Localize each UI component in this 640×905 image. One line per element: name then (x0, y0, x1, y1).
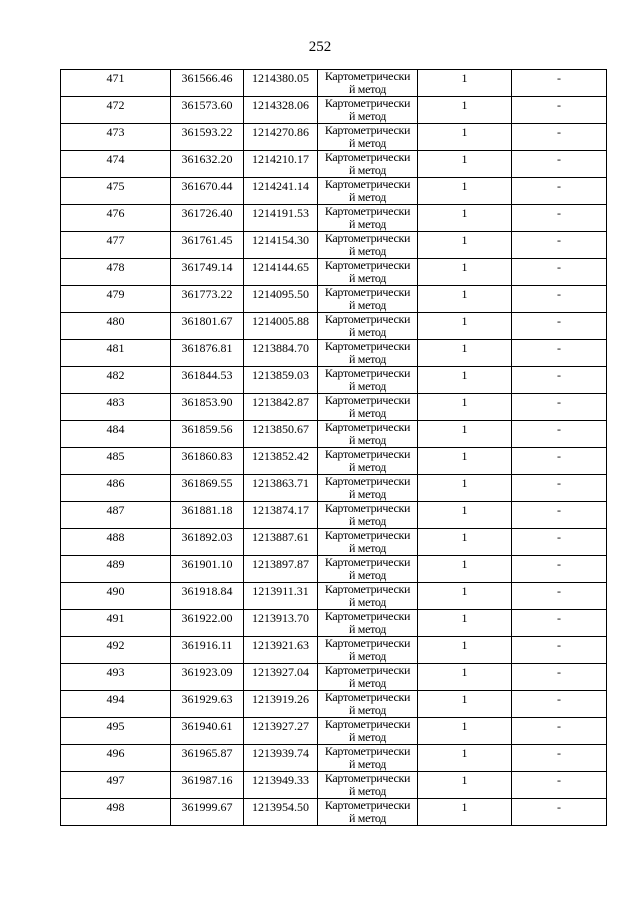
table-row (61, 502, 607, 529)
coordinate-y-cell: 1213863.71 (244, 475, 318, 502)
description-cell: - (512, 313, 607, 340)
table-row (61, 232, 607, 259)
method-text-line2: й метод (348, 568, 387, 582)
coordinate-y-cell: 1214154.30 (244, 232, 318, 259)
method-text-line1: Картометрически (324, 96, 411, 110)
method-cell (318, 421, 418, 448)
point-number-cell: 480 (61, 313, 171, 340)
description-cell: - (512, 124, 607, 151)
accuracy-cell: 1 (418, 610, 512, 637)
method-text-line2: й метод (348, 352, 387, 366)
coordinate-y-cell: 1214191.53 (244, 205, 318, 232)
method-text-line1: Картометрически (324, 339, 411, 353)
coordinate-y-cell: 1213874.17 (244, 502, 318, 529)
method-cell (318, 70, 418, 97)
method-text-line1: Картометрически (324, 312, 411, 326)
description-cell: - (512, 799, 607, 826)
accuracy-cell: 1 (418, 475, 512, 502)
point-number-cell: 494 (61, 691, 171, 718)
method-cell (318, 502, 418, 529)
point-number-cell: 496 (61, 745, 171, 772)
coordinate-y-cell: 1213911.31 (244, 583, 318, 610)
method-text-line2: й метод (348, 730, 387, 744)
coordinate-y-cell: 1214144.65 (244, 259, 318, 286)
method-cell (318, 367, 418, 394)
table-row (61, 151, 607, 178)
accuracy-cell: 1 (418, 313, 512, 340)
table-row (61, 718, 607, 745)
accuracy-cell: 1 (418, 394, 512, 421)
description-cell: - (512, 286, 607, 313)
method-text-line1: Картометрически (324, 528, 411, 542)
method-text-line2: й метод (348, 460, 387, 474)
method-text-line2: й метод (348, 190, 387, 204)
method-text-line1: Картометрически (324, 393, 411, 407)
accuracy-cell: 1 (418, 367, 512, 394)
point-number-cell: 488 (61, 529, 171, 556)
table-row (61, 70, 607, 97)
method-text-line1: Картометрически (324, 798, 411, 812)
coordinate-x-cell: 361801.67 (171, 313, 244, 340)
coordinate-y-cell: 1213842.87 (244, 394, 318, 421)
method-text-line1: Картометрически (324, 69, 411, 83)
coordinate-x-cell: 361965.87 (171, 745, 244, 772)
coordinate-y-cell: 1213939.74 (244, 745, 318, 772)
coordinate-x-cell: 361999.67 (171, 799, 244, 826)
point-number-cell: 481 (61, 340, 171, 367)
description-cell: - (512, 664, 607, 691)
method-text-line1: Картометрически (324, 744, 411, 758)
description-cell: - (512, 259, 607, 286)
coordinates-table (60, 69, 607, 826)
point-number-cell: 495 (61, 718, 171, 745)
coordinate-y-cell: 1213913.70 (244, 610, 318, 637)
method-text-line2: й метод (348, 676, 387, 690)
coordinate-x-cell: 361844.53 (171, 367, 244, 394)
method-text-line2: й метод (348, 433, 387, 447)
coordinates-table-body (61, 70, 607, 826)
point-number-cell: 476 (61, 205, 171, 232)
method-text-line2: й метод (348, 109, 387, 123)
table-row (61, 367, 607, 394)
method-cell (318, 124, 418, 151)
method-text-line2: й метод (348, 514, 387, 528)
accuracy-cell: 1 (418, 97, 512, 124)
table-row (61, 394, 607, 421)
method-cell (318, 313, 418, 340)
description-cell: - (512, 772, 607, 799)
description-cell: - (512, 178, 607, 205)
table-row (61, 745, 607, 772)
coordinate-y-cell: 1214270.86 (244, 124, 318, 151)
coordinate-y-cell: 1213949.33 (244, 772, 318, 799)
coordinate-x-cell: 361892.03 (171, 529, 244, 556)
description-cell: - (512, 340, 607, 367)
point-number-cell: 493 (61, 664, 171, 691)
table-row (61, 124, 607, 151)
accuracy-cell: 1 (418, 772, 512, 799)
coordinate-x-cell: 361940.61 (171, 718, 244, 745)
accuracy-cell: 1 (418, 799, 512, 826)
page-number: 252 (308, 39, 332, 55)
coordinate-x-cell: 361761.45 (171, 232, 244, 259)
coordinate-y-cell: 1213897.87 (244, 556, 318, 583)
table-row (61, 556, 607, 583)
point-number-cell: 474 (61, 151, 171, 178)
coordinate-y-cell: 1213927.04 (244, 664, 318, 691)
method-text-line1: Картометрически (324, 177, 411, 191)
description-cell: - (512, 502, 607, 529)
point-number-cell: 497 (61, 772, 171, 799)
method-text-line2: й метод (348, 298, 387, 312)
accuracy-cell: 1 (418, 583, 512, 610)
method-text-line1: Картометрически (324, 366, 411, 380)
method-text-line2: й метод (348, 163, 387, 177)
accuracy-cell: 1 (418, 70, 512, 97)
accuracy-cell: 1 (418, 718, 512, 745)
method-cell (318, 448, 418, 475)
method-cell (318, 691, 418, 718)
description-cell: - (512, 97, 607, 124)
method-cell (318, 340, 418, 367)
coordinate-x-cell: 361726.40 (171, 205, 244, 232)
method-cell (318, 583, 418, 610)
method-text-line2: й метод (348, 784, 387, 798)
method-text-line2: й метод (348, 406, 387, 420)
accuracy-cell: 1 (418, 259, 512, 286)
description-cell: - (512, 421, 607, 448)
coordinate-y-cell: 1214328.06 (244, 97, 318, 124)
method-text-line2: й метод (348, 136, 387, 150)
description-cell: - (512, 232, 607, 259)
method-cell (318, 97, 418, 124)
description-cell: - (512, 475, 607, 502)
accuracy-cell: 1 (418, 178, 512, 205)
method-cell (318, 178, 418, 205)
accuracy-cell: 1 (418, 745, 512, 772)
coordinate-y-cell: 1213852.42 (244, 448, 318, 475)
method-text-line1: Картометрически (324, 231, 411, 245)
method-cell (318, 772, 418, 799)
coordinate-y-cell: 1214095.50 (244, 286, 318, 313)
coordinate-x-cell: 361876.81 (171, 340, 244, 367)
accuracy-cell: 1 (418, 124, 512, 151)
table-row (61, 178, 607, 205)
description-cell: - (512, 205, 607, 232)
accuracy-cell: 1 (418, 556, 512, 583)
coordinate-x-cell: 361869.55 (171, 475, 244, 502)
coordinate-x-cell: 361632.20 (171, 151, 244, 178)
method-cell (318, 556, 418, 583)
table-row (61, 583, 607, 610)
method-text-line1: Картометрически (324, 447, 411, 461)
description-cell: - (512, 70, 607, 97)
point-number-cell: 491 (61, 610, 171, 637)
method-text-line1: Картометрически (324, 690, 411, 704)
coordinate-x-cell: 361749.14 (171, 259, 244, 286)
table-row (61, 610, 607, 637)
coordinate-x-cell: 361901.10 (171, 556, 244, 583)
accuracy-cell: 1 (418, 664, 512, 691)
method-cell (318, 529, 418, 556)
coordinate-x-cell: 361773.22 (171, 286, 244, 313)
point-number-cell: 490 (61, 583, 171, 610)
coordinate-x-cell: 361573.60 (171, 97, 244, 124)
method-cell (318, 205, 418, 232)
point-number-cell: 477 (61, 232, 171, 259)
coordinate-x-cell: 361860.83 (171, 448, 244, 475)
method-cell (318, 718, 418, 745)
coordinate-y-cell: 1213919.26 (244, 691, 318, 718)
method-text-line2: й метод (348, 622, 387, 636)
method-cell (318, 151, 418, 178)
coordinate-y-cell: 1213884.70 (244, 340, 318, 367)
accuracy-cell: 1 (418, 340, 512, 367)
coordinate-y-cell: 1214380.05 (244, 70, 318, 97)
point-number-cell: 479 (61, 286, 171, 313)
point-number-cell: 485 (61, 448, 171, 475)
accuracy-cell: 1 (418, 232, 512, 259)
point-number-cell: 471 (61, 70, 171, 97)
description-cell: - (512, 529, 607, 556)
table-row (61, 205, 607, 232)
table-row (61, 799, 607, 826)
method-cell (318, 799, 418, 826)
description-cell: - (512, 718, 607, 745)
description-cell: - (512, 745, 607, 772)
table-row (61, 340, 607, 367)
method-text-line2: й метод (348, 757, 387, 771)
coordinate-x-cell: 361987.16 (171, 772, 244, 799)
coordinate-y-cell: 1213859.03 (244, 367, 318, 394)
coordinate-y-cell: 1213927.27 (244, 718, 318, 745)
coordinate-x-cell: 361853.90 (171, 394, 244, 421)
method-cell (318, 610, 418, 637)
accuracy-cell: 1 (418, 421, 512, 448)
method-text-line1: Картометрически (324, 204, 411, 218)
point-number-cell: 482 (61, 367, 171, 394)
coordinate-y-cell: 1214005.88 (244, 313, 318, 340)
point-number-cell: 475 (61, 178, 171, 205)
method-text-line1: Картометрически (324, 717, 411, 731)
coordinate-y-cell: 1213921.63 (244, 637, 318, 664)
description-cell: - (512, 691, 607, 718)
method-text-line2: й метод (348, 703, 387, 717)
point-number-cell: 473 (61, 124, 171, 151)
method-text-line2: й метод (348, 217, 387, 231)
accuracy-cell: 1 (418, 637, 512, 664)
table-row (61, 691, 607, 718)
method-cell (318, 637, 418, 664)
description-cell: - (512, 448, 607, 475)
accuracy-cell: 1 (418, 286, 512, 313)
table-row (61, 448, 607, 475)
accuracy-cell: 1 (418, 151, 512, 178)
method-cell (318, 286, 418, 313)
method-text-line1: Картометрически (324, 258, 411, 272)
coordinate-x-cell: 361916.11 (171, 637, 244, 664)
point-number-cell: 478 (61, 259, 171, 286)
method-cell (318, 394, 418, 421)
method-text-line2: й метод (348, 541, 387, 555)
method-text-line2: й метод (348, 595, 387, 609)
table-row (61, 259, 607, 286)
method-cell (318, 259, 418, 286)
point-number-cell: 472 (61, 97, 171, 124)
method-text-line2: й метод (348, 244, 387, 258)
coordinate-x-cell: 361922.00 (171, 610, 244, 637)
accuracy-cell: 1 (418, 205, 512, 232)
table-row (61, 97, 607, 124)
description-cell: - (512, 637, 607, 664)
description-cell: - (512, 583, 607, 610)
method-text-line2: й метод (348, 487, 387, 501)
coordinate-y-cell: 1213850.67 (244, 421, 318, 448)
method-text-line1: Картометрически (324, 285, 411, 299)
method-text-line2: й метод (348, 649, 387, 663)
point-number-cell: 484 (61, 421, 171, 448)
method-cell (318, 232, 418, 259)
accuracy-cell: 1 (418, 691, 512, 718)
description-cell: - (512, 556, 607, 583)
table-row (61, 421, 607, 448)
coordinate-y-cell: 1213954.50 (244, 799, 318, 826)
accuracy-cell: 1 (418, 502, 512, 529)
method-cell (318, 475, 418, 502)
coordinate-y-cell: 1214210.17 (244, 151, 318, 178)
method-text-line2: й метод (348, 271, 387, 285)
table-row (61, 313, 607, 340)
accuracy-cell: 1 (418, 448, 512, 475)
coordinate-y-cell: 1214241.14 (244, 178, 318, 205)
method-text-line1: Картометрически (324, 123, 411, 137)
coordinate-y-cell: 1213887.61 (244, 529, 318, 556)
table-row (61, 637, 607, 664)
table-row (61, 529, 607, 556)
method-text-line2: й метод (348, 82, 387, 96)
table-row (61, 286, 607, 313)
point-number-cell: 486 (61, 475, 171, 502)
point-number-cell: 498 (61, 799, 171, 826)
method-text-line1: Картометрически (324, 609, 411, 623)
point-number-cell: 483 (61, 394, 171, 421)
method-text-line2: й метод (348, 325, 387, 339)
table-row (61, 475, 607, 502)
point-number-cell: 487 (61, 502, 171, 529)
coordinate-x-cell: 361929.63 (171, 691, 244, 718)
method-text-line1: Картометрически (324, 771, 411, 785)
method-text-line2: й метод (348, 379, 387, 393)
point-number-cell: 489 (61, 556, 171, 583)
method-text-line1: Картометрически (324, 474, 411, 488)
method-text-line1: Картометрически (324, 582, 411, 596)
coordinate-x-cell: 361918.84 (171, 583, 244, 610)
method-text-line1: Картометрически (324, 150, 411, 164)
coordinate-x-cell: 361859.56 (171, 421, 244, 448)
method-cell (318, 745, 418, 772)
coordinate-x-cell: 361923.09 (171, 664, 244, 691)
method-cell (318, 664, 418, 691)
accuracy-cell: 1 (418, 529, 512, 556)
table-row (61, 772, 607, 799)
description-cell: - (512, 394, 607, 421)
coordinate-x-cell: 361670.44 (171, 178, 244, 205)
method-text-line1: Картометрически (324, 663, 411, 677)
method-text-line1: Картометрически (324, 420, 411, 434)
table-row (61, 664, 607, 691)
description-cell: - (512, 367, 607, 394)
method-text-line1: Картометрически (324, 636, 411, 650)
description-cell: - (512, 610, 607, 637)
coordinate-x-cell: 361881.18 (171, 502, 244, 529)
coordinate-x-cell: 361593.22 (171, 124, 244, 151)
method-text-line1: Картометрически (324, 501, 411, 515)
description-cell: - (512, 151, 607, 178)
coordinate-x-cell: 361566.46 (171, 70, 244, 97)
point-number-cell: 492 (61, 637, 171, 664)
method-text-line2: й метод (348, 811, 387, 825)
method-text-line1: Картометрически (324, 555, 411, 569)
